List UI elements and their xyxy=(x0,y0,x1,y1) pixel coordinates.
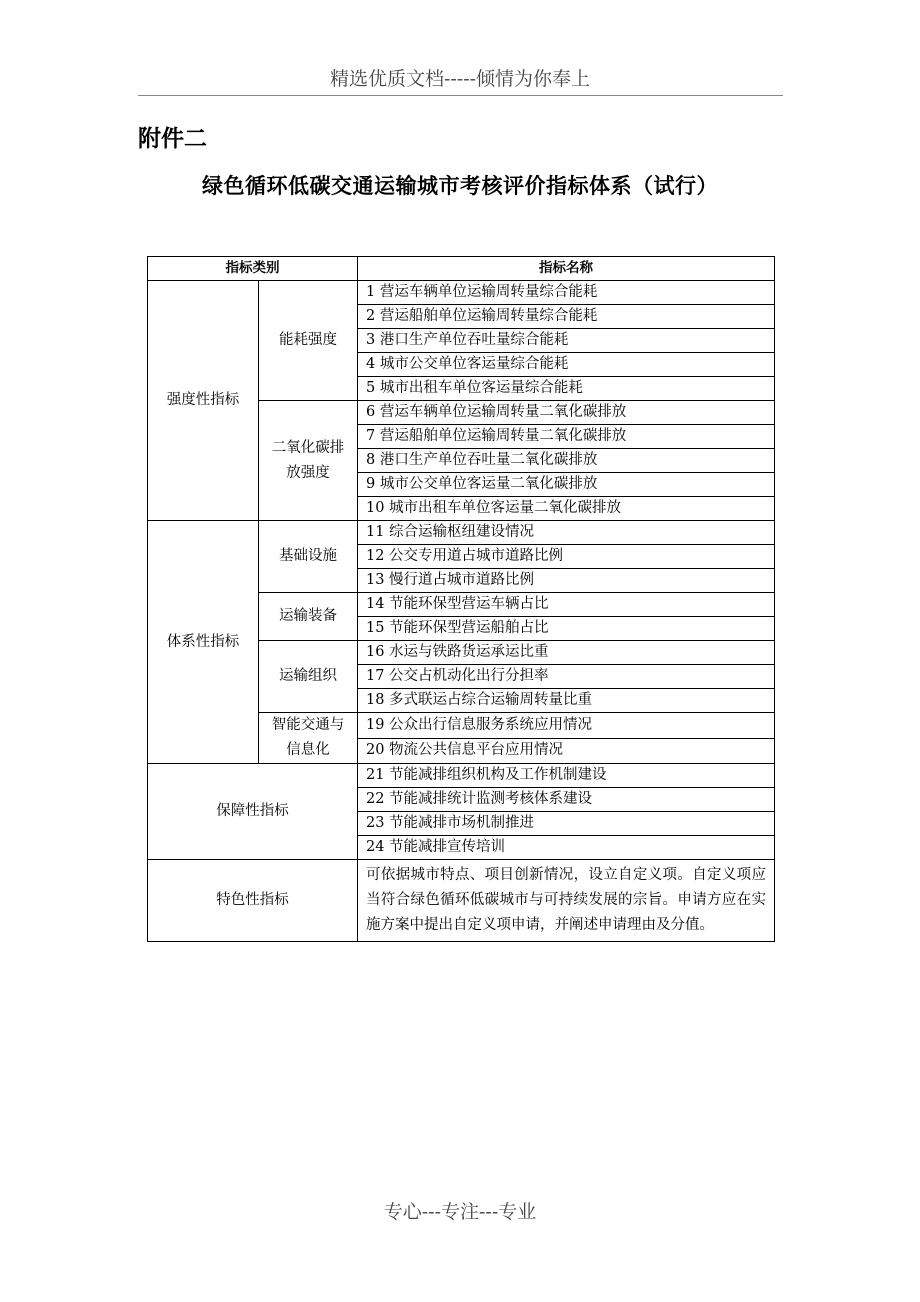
page-footer: 专心---专注---专业 xyxy=(383,1201,537,1223)
indicator-item: 8 港口生产单位吞吐量二氧化碳排放 xyxy=(358,449,775,473)
column-header-category: 指标类别 xyxy=(148,257,358,281)
indicator-item: 4 城市公交单位客运量综合能耗 xyxy=(358,353,775,377)
table-row xyxy=(148,521,775,545)
indicator-item: 2 营运船舶单位运输周转量综合能耗 xyxy=(358,305,775,329)
table-row xyxy=(148,860,775,942)
indicator-item: 14 节能环保型营运车辆占比 xyxy=(358,593,775,617)
page-header: 精选优质文档-----倾情为你奉上 xyxy=(329,68,591,90)
indicator-item: 21 节能减排组织机构及工作机制建设 xyxy=(358,764,775,788)
indicator-item: 11 综合运输枢纽建设情况 xyxy=(358,521,775,545)
indicator-item: 1 营运车辆单位运输周转量综合能耗 xyxy=(358,281,775,305)
category-intensity: 强度性指标 xyxy=(148,281,259,521)
column-header-name: 指标名称 xyxy=(358,257,775,281)
indicator-item: 18 多式联运占综合运输周转量比重 xyxy=(358,689,775,713)
subcategory-energy: 能耗强度 xyxy=(259,281,358,401)
indicator-item: 12 公交专用道占城市道路比例 xyxy=(358,545,775,569)
indicator-item: 13 慢行道占城市道路比例 xyxy=(358,569,775,593)
indicator-item: 22 节能减排统计监测考核体系建设 xyxy=(358,788,775,812)
indicator-item: 10 城市出租车单位客运量二氧化碳排放 xyxy=(358,497,775,521)
indicator-item: 6 营运车辆单位运输周转量二氧化碳排放 xyxy=(358,401,775,425)
table-row xyxy=(148,764,775,788)
indicator-item: 23 节能减排市场机制推进 xyxy=(358,812,775,836)
category-system: 体系性指标 xyxy=(148,521,259,764)
category-guarantee: 保障性指标 xyxy=(148,764,358,860)
indicator-item: 16 水运与铁路货运承运比重 xyxy=(358,641,775,665)
indicator-item: 9 城市公交单位客运量二氧化碳排放 xyxy=(358,473,775,497)
indicator-item: 7 营运船舶单位运输周转量二氧化碳排放 xyxy=(358,425,775,449)
header-divider xyxy=(138,95,783,96)
indicator-item: 20 物流公共信息平台应用情况 xyxy=(358,738,775,764)
subcategory-co2: 二氧化碳排放强度 xyxy=(259,401,358,521)
document-title: 绿色循环低碳交通运输城市考核评价指标体系（试行） xyxy=(202,174,718,198)
indicator-item: 17 公交占机动化出行分担率 xyxy=(358,665,775,689)
subcategory-infrastructure: 基础设施 xyxy=(259,521,358,593)
special-indicator-description: 可依据城市特点、项目创新情况，设立自定义项。自定义项应当符合绿色循环低碳城市与可持续发展的宗旨。申请方应在实施方案中提出自定义项申请，并阐述申请理由及分值。 xyxy=(358,860,775,942)
indicator-item: 19 公众出行信息服务系统应用情况 xyxy=(358,713,775,739)
subcategory-smart-transport: 智能交通与信息化 xyxy=(259,713,358,764)
indicator-item: 5 城市出租车单位客运量综合能耗 xyxy=(358,377,775,401)
indicator-item: 3 港口生产单位吞吐量综合能耗 xyxy=(358,329,775,353)
table-header-row xyxy=(148,257,775,281)
table-row xyxy=(148,281,775,305)
attachment-label: 附件二 xyxy=(138,126,207,152)
subcategory-organization: 运输组织 xyxy=(259,641,358,713)
indicator-item: 15 节能环保型营运船舶占比 xyxy=(358,617,775,641)
category-special: 特色性指标 xyxy=(148,860,358,942)
indicator-table xyxy=(147,256,775,942)
subcategory-equipment: 运输装备 xyxy=(259,593,358,641)
indicator-item: 24 节能减排宣传培训 xyxy=(358,836,775,860)
